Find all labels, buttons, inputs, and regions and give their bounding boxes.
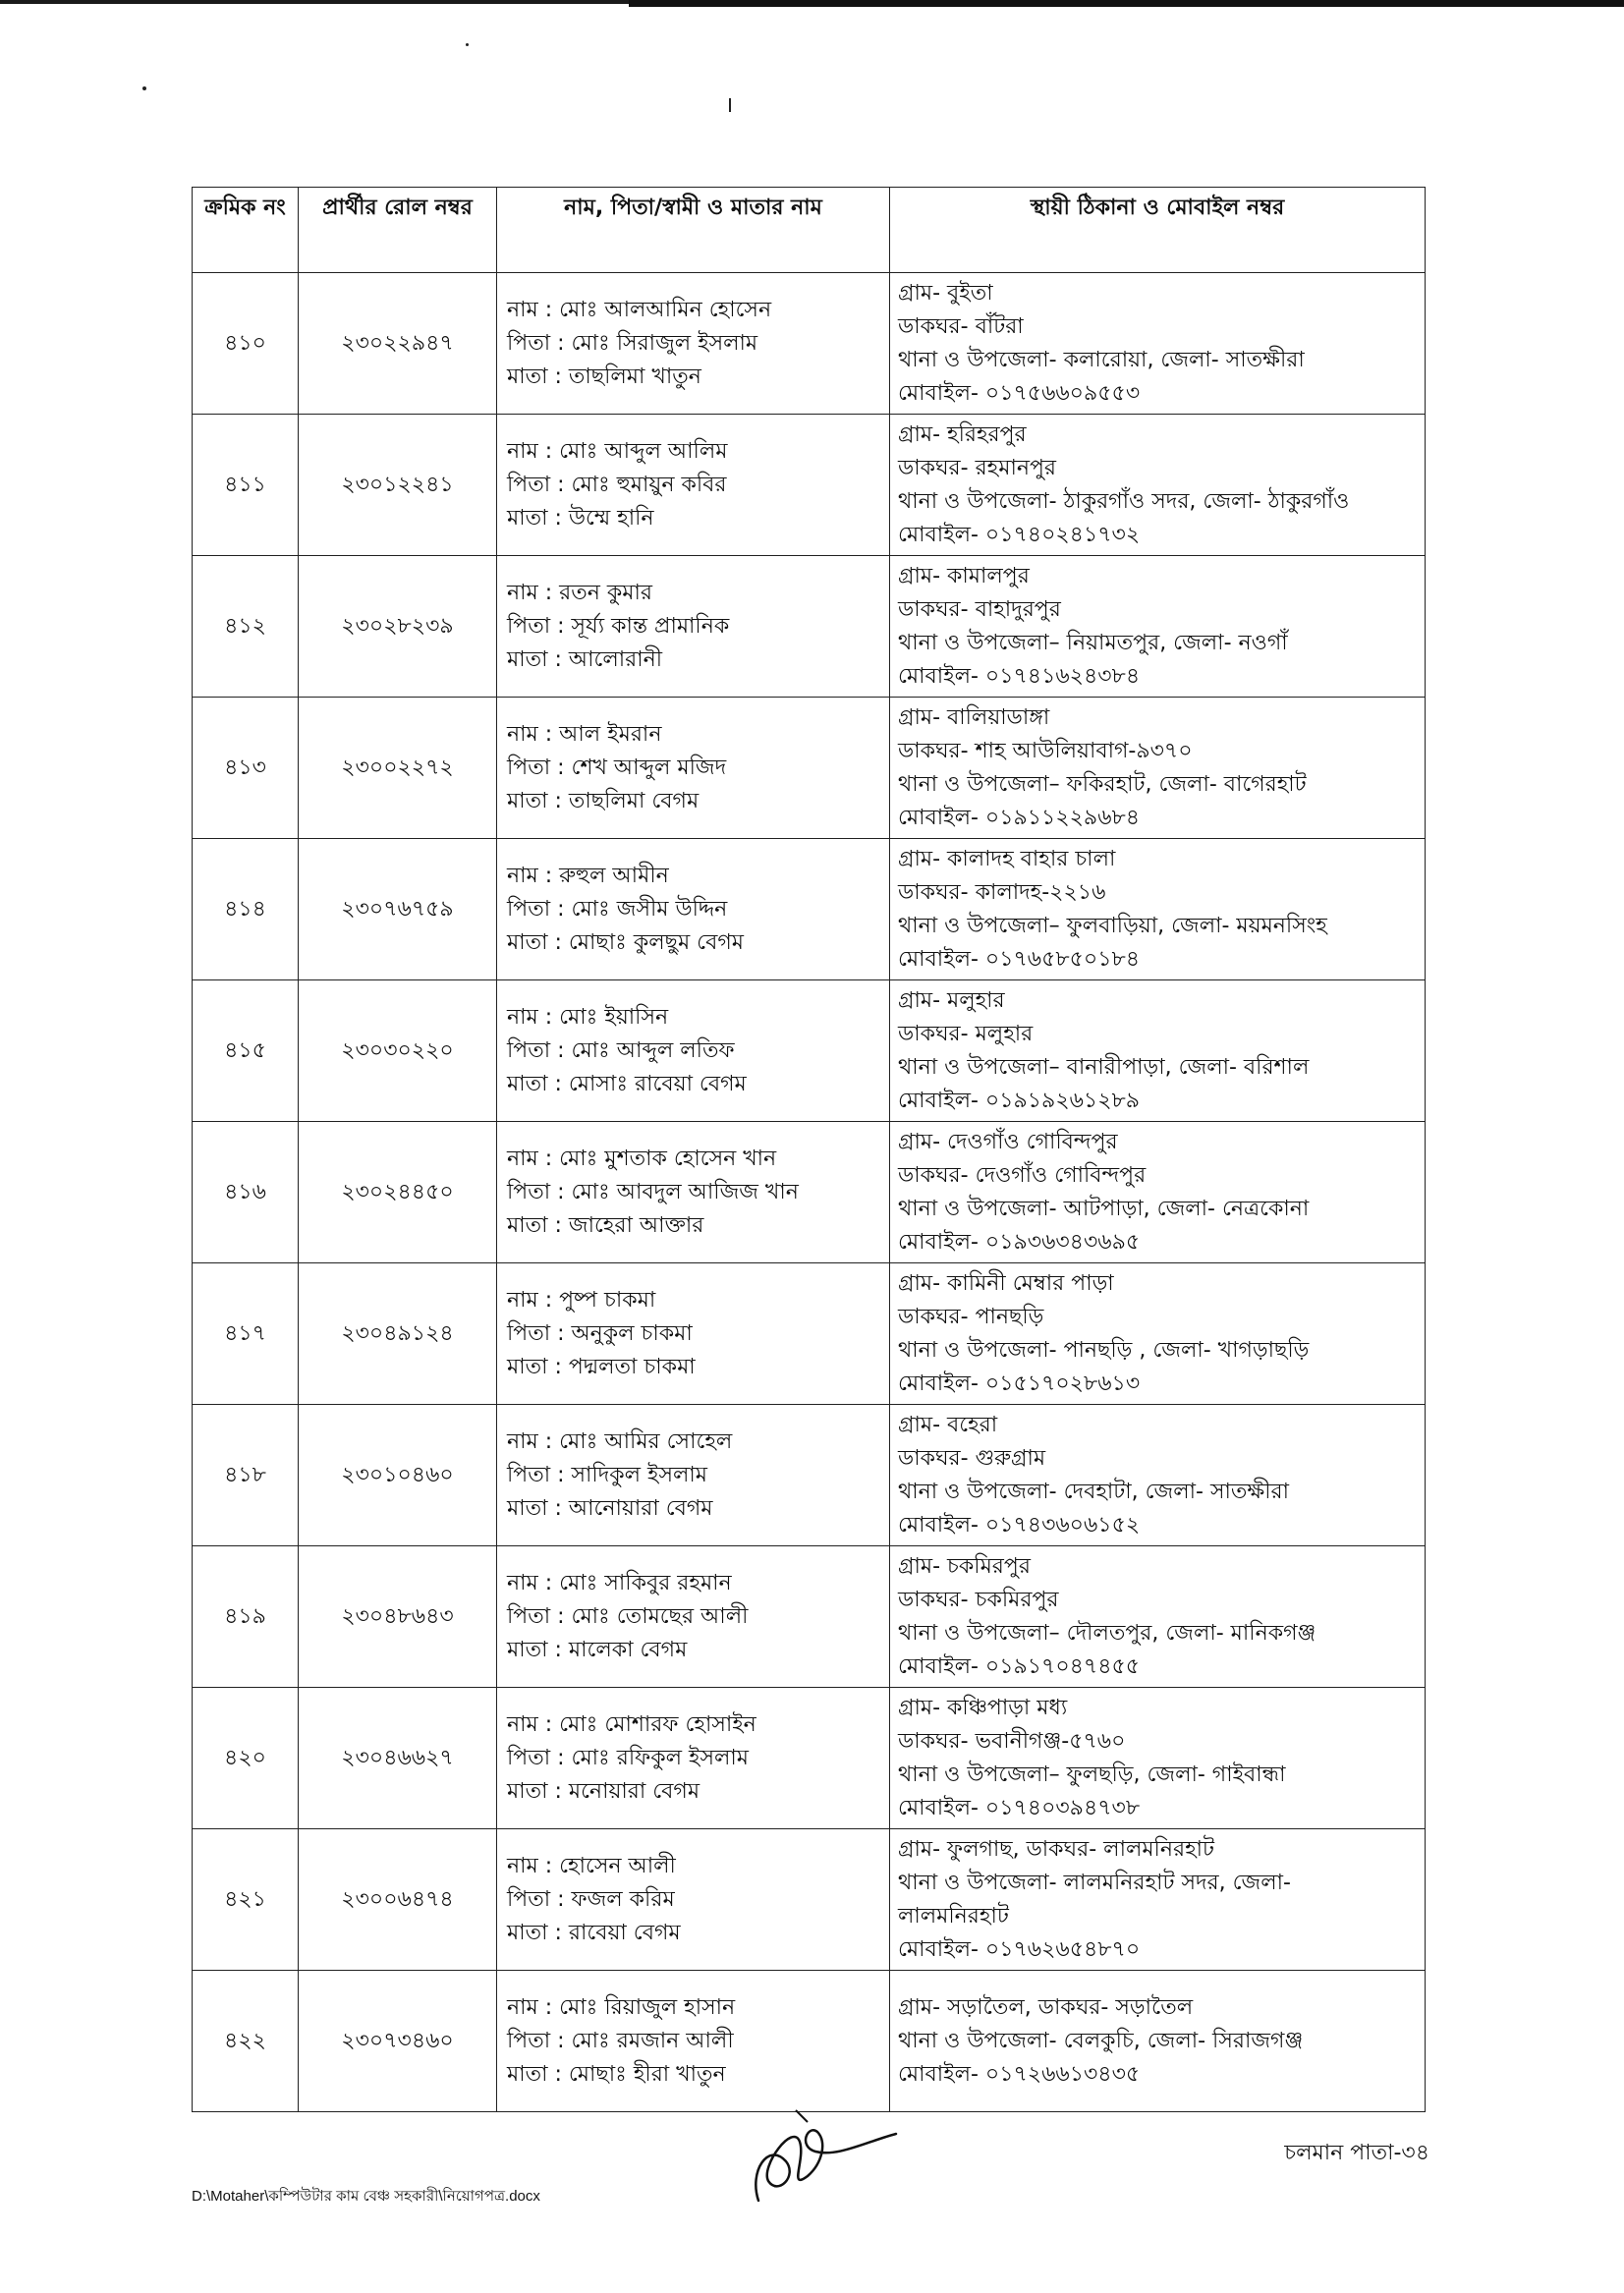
address-line: থানা ও উপজেলা– ফকিরহাট, জেলা- বাগেরহাট bbox=[898, 771, 1307, 797]
address-cell bbox=[890, 415, 1426, 556]
address-line: গ্রাম- বালিয়াডাঙ্গা bbox=[898, 704, 1050, 730]
signature-image bbox=[739, 2102, 906, 2210]
table-row bbox=[193, 980, 1426, 1122]
address-line: মোবাইল- ০১৯১১২২৯৬৮৪ bbox=[898, 805, 1141, 830]
address-cell bbox=[890, 1546, 1426, 1688]
candidate-name: নাম : হোসেন আলী bbox=[507, 1853, 676, 1878]
address-line: ডাকঘর- শাহ আউলিয়াবাগ-৯৩৭০ bbox=[898, 738, 1193, 763]
address-line: থানা ও উপজেলা- দেবহাটা, জেলা- সাতক্ষীরা bbox=[898, 1479, 1289, 1504]
roll-cell: ২৩০২৪৪৫০ bbox=[299, 1122, 497, 1263]
candidate-father: পিতা : মোঃ তোমছের আলী bbox=[507, 1603, 749, 1629]
address-line: গ্রাম- সড়াতৈল, ডাকঘর- সড়াতৈল bbox=[898, 1994, 1194, 2020]
name-cell bbox=[497, 1688, 890, 1829]
roll-cell: ২৩০৭৩৪৬০ bbox=[299, 1971, 497, 2112]
address-line: মোবাইল- ০১৭৪১৬২৪৩৮৪ bbox=[898, 663, 1141, 689]
candidate-mother: মাতা : মালেকা বেগম bbox=[507, 1637, 688, 1662]
roll-cell: ২৩০৭৬৭৫৯ bbox=[299, 839, 497, 980]
candidate-mother: মাতা : মোছাঃ হীরা খাতুন bbox=[507, 2061, 726, 2087]
name-cell bbox=[497, 1829, 890, 1971]
address-line: ডাকঘর- বাহাদুরপুর bbox=[898, 596, 1061, 622]
address-cell bbox=[890, 980, 1426, 1122]
address-cell bbox=[890, 839, 1426, 980]
address-line: থানা ও উপজেলা- আটপাড়া, জেলা- নেত্রকোনা bbox=[898, 1196, 1310, 1221]
serial-cell: ৪১৯ bbox=[193, 1546, 299, 1688]
roll-cell: ২৩০২২৯৪৭ bbox=[299, 273, 497, 415]
table-row bbox=[193, 839, 1426, 980]
serial-cell: ৪২১ bbox=[193, 1829, 299, 1971]
table-body bbox=[193, 273, 1426, 2112]
header-address: স্থায়ী ঠিকানা ও মোবাইল নম্বর bbox=[890, 188, 1426, 273]
address-line: গ্রাম- দেওগাঁও গোবিন্দপুর bbox=[898, 1129, 1118, 1154]
address-cell bbox=[890, 1122, 1426, 1263]
address-line: গ্রাম- হরিহরপুর bbox=[898, 421, 1027, 447]
name-cell bbox=[497, 1122, 890, 1263]
address-line: গ্রাম- বুইতা bbox=[898, 280, 993, 306]
candidate-father: পিতা : ফজল করিম bbox=[507, 1886, 675, 1912]
scan-top-border-thick bbox=[629, 0, 1624, 7]
candidate-father: পিতা : সাদিকুল ইসলাম bbox=[507, 1462, 708, 1487]
candidate-mother: মাতা : আলোরানী bbox=[507, 646, 663, 672]
candidate-table bbox=[192, 187, 1426, 2112]
address-line: গ্রাম- মলুহার bbox=[898, 987, 1005, 1013]
candidate-mother: মাতা : পদ্মলতা চাকমা bbox=[507, 1354, 696, 1379]
candidate-father: পিতা : শেখ আব্দুল মজিদ bbox=[507, 755, 727, 780]
serial-cell: ৪১৬ bbox=[193, 1122, 299, 1263]
name-cell bbox=[497, 1971, 890, 2112]
candidate-father: পিতা : মোঃ আব্দুল লতিফ bbox=[507, 1037, 735, 1063]
table-header-row bbox=[193, 188, 1426, 273]
address-line: মোবাইল- ০১৭৫৬৬০৯৫৫৩ bbox=[898, 380, 1141, 406]
candidate-name: নাম : মোঃ ইয়াসিন bbox=[507, 1004, 669, 1030]
candidate-father: পিতা : মোঃ হুমায়ুন কবির bbox=[507, 472, 727, 497]
address-line: মোবাইল- ০১৭৪০৩৯৪৭৩৮ bbox=[898, 1795, 1141, 1820]
address-line: মোবাইল- ০১৯১৯২৬১২৮৯ bbox=[898, 1088, 1141, 1113]
header-name: নাম, পিতা/স্বামী ও মাতার নাম bbox=[497, 188, 890, 273]
serial-cell: ৪২২ bbox=[193, 1971, 299, 2112]
candidate-mother: মাতা : জাহেরা আক্তার bbox=[507, 1212, 704, 1238]
address-line: থানা ও উপজেলা- ঠাকুরগাঁও সদর, জেলা- ঠাকুরগাঁও bbox=[898, 488, 1350, 514]
address-line: মোবাইল- ০১৭৪৩৬০৬১৫২ bbox=[898, 1512, 1141, 1538]
name-cell bbox=[497, 1405, 890, 1546]
address-cell bbox=[890, 273, 1426, 415]
table-row bbox=[193, 556, 1426, 698]
address-cell bbox=[890, 1405, 1426, 1546]
address-line: থানা ও উপজেলা- লালমনিরহাট সদর, জেলা- bbox=[898, 1870, 1291, 1895]
address-line: গ্রাম- কঞ্চিপাড়া মধ্য bbox=[898, 1695, 1068, 1720]
roll-cell: ২৩০১০৪৬০ bbox=[299, 1405, 497, 1546]
candidate-name: নাম : আল ইমরান bbox=[507, 721, 662, 747]
candidate-father: পিতা : মোঃ আবদুল আজিজ খান bbox=[507, 1179, 799, 1204]
table-row bbox=[193, 1263, 1426, 1405]
address-line: ডাকঘর- পানছড়ি bbox=[898, 1304, 1044, 1329]
candidate-mother: মাতা : রাবেয়া বেগম bbox=[507, 1920, 681, 1945]
address-line: থানা ও উপজেলা- কলারোয়া, জেলা- সাতক্ষীরা bbox=[898, 347, 1305, 372]
roll-cell: ২৩০২৮২৩৯ bbox=[299, 556, 497, 698]
roll-cell: ২৩০১২২৪১ bbox=[299, 415, 497, 556]
candidate-name: নাম : পুষ্প চাকমা bbox=[507, 1287, 656, 1313]
scan-speck bbox=[142, 86, 146, 90]
header-serial: ক্রমিক নং bbox=[193, 188, 299, 273]
address-cell bbox=[890, 1829, 1426, 1971]
name-cell bbox=[497, 698, 890, 839]
address-cell bbox=[890, 556, 1426, 698]
serial-cell: ৪১৪ bbox=[193, 839, 299, 980]
serial-cell: ৪১৫ bbox=[193, 980, 299, 1122]
address-line: থানা ও উপজেলা– ফুলছড়ি, জেলা- গাইবান্ধা bbox=[898, 1762, 1286, 1787]
candidate-name: নাম : মোঃ আমির সোহেল bbox=[507, 1428, 733, 1454]
table-row bbox=[193, 1122, 1426, 1263]
address-line: গ্রাম- কামিনী মেম্বার পাড়া bbox=[898, 1270, 1114, 1296]
address-line: গ্রাম- বহেরা bbox=[898, 1412, 998, 1437]
file-path: D:\Motaher\কম্পিউটার কাম বেঞ্চ সহকারী\নিয়োগপত্র.docx bbox=[192, 2188, 540, 2205]
candidate-mother: মাতা : তাছলিমা বেগম bbox=[507, 788, 700, 813]
scan-mark bbox=[729, 98, 731, 112]
roll-cell: ২৩০৪৮৬৪৩ bbox=[299, 1546, 497, 1688]
page-continuation-label: চলমান পাতা-৩৪ bbox=[1284, 2141, 1429, 2165]
candidate-mother: মাতা : মনোয়ারা বেগম bbox=[507, 1778, 700, 1804]
address-line: মোবাইল- ০১৭২৬৬১৩৪৩৫ bbox=[898, 2061, 1141, 2087]
address-line: গ্রাম- ফুলগাছ, ডাকঘর- লালমনিরহাট bbox=[898, 1836, 1215, 1862]
candidate-mother: মাতা : মোসাঃ রাবেয়া বেগম bbox=[507, 1071, 747, 1096]
candidate-name: নাম : মোঃ আলআমিন হোসেন bbox=[507, 297, 772, 322]
address-line: থানা ও উপজেলা– নিয়ামতপুর, জেলা- নওগাঁ bbox=[898, 630, 1288, 655]
address-line: ডাকঘর- চকমিরপুর bbox=[898, 1587, 1059, 1612]
serial-cell: ৪১৮ bbox=[193, 1405, 299, 1546]
serial-cell: ৪১২ bbox=[193, 556, 299, 698]
name-cell bbox=[497, 415, 890, 556]
candidate-name: নাম : মোঃ রিয়াজুল হাসান bbox=[507, 1994, 736, 2020]
candidate-mother: মাতা : মোছাঃ কুলছুম বেগম bbox=[507, 929, 744, 955]
address-line: গ্রাম- চকমিরপুর bbox=[898, 1553, 1031, 1579]
address-line: ডাকঘর- ভবানীগঞ্জ-৫৭৬০ bbox=[898, 1728, 1126, 1754]
address-line: মোবাইল- ০১৭৪০২৪১৭৩২ bbox=[898, 522, 1141, 547]
roll-cell: ২৩০৪৬৬২৭ bbox=[299, 1688, 497, 1829]
address-cell bbox=[890, 698, 1426, 839]
address-cell bbox=[890, 1688, 1426, 1829]
name-cell bbox=[497, 1546, 890, 1688]
address-line: মোবাইল- ০১৭৬২৬৫৪৮৭০ bbox=[898, 1936, 1141, 1962]
candidate-name: নাম : মোঃ আব্দুল আলিম bbox=[507, 438, 728, 464]
address-line: ডাকঘর- বাঁটরা bbox=[898, 313, 1024, 339]
table-row bbox=[193, 1688, 1426, 1829]
name-cell bbox=[497, 1263, 890, 1405]
address-line: গ্রাম- কামালপুর bbox=[898, 563, 1030, 588]
serial-cell: ৪২০ bbox=[193, 1688, 299, 1829]
table-row bbox=[193, 273, 1426, 415]
address-line: মোবাইল- ০১৯১৭০৪৭৪৫৫ bbox=[898, 1653, 1141, 1679]
candidate-father: পিতা : মোঃ রমজান আলী bbox=[507, 2028, 734, 2053]
roll-cell: ২৩০০৬৪৭৪ bbox=[299, 1829, 497, 1971]
serial-cell: ৪১১ bbox=[193, 415, 299, 556]
candidate-name: নাম : মোঃ মুশতাক হোসেন খান bbox=[507, 1146, 777, 1171]
table-row bbox=[193, 415, 1426, 556]
candidate-name: নাম : রতন কুমার bbox=[507, 580, 652, 605]
address-line: ডাকঘর- কালাদহ-২২১৬ bbox=[898, 879, 1106, 905]
candidate-father: পিতা : মোঃ রফিকুল ইসলাম bbox=[507, 1745, 749, 1770]
roll-cell: ২৩০০২২৭২ bbox=[299, 698, 497, 839]
address-line: মোবাইল- ০১৫১৭০২৮৬১৩ bbox=[898, 1370, 1141, 1396]
table-row bbox=[193, 698, 1426, 839]
table-row bbox=[193, 1971, 1426, 2112]
candidate-name: নাম : রুহুল আমীন bbox=[507, 863, 669, 888]
roll-cell: ২৩০৩০২২০ bbox=[299, 980, 497, 1122]
candidate-mother: মাতা : উম্মে হানি bbox=[507, 505, 654, 531]
candidate-name: নাম : মোঃ মোশারফ হোসাইন bbox=[507, 1711, 756, 1737]
name-cell bbox=[497, 556, 890, 698]
address-line: থানা ও উপজেলা– বানারীপাড়া, জেলা- বরিশাল bbox=[898, 1054, 1310, 1080]
address-line: ডাকঘর- মলুহার bbox=[898, 1021, 1034, 1046]
table-row bbox=[193, 1405, 1426, 1546]
address-line: মোবাইল- ০১৭৬৫৮৫০১৮৪ bbox=[898, 946, 1141, 972]
serial-cell: ৪১০ bbox=[193, 273, 299, 415]
address-line: ডাকঘর- দেওগাঁও গোবিন্দপুর bbox=[898, 1162, 1147, 1188]
table-row bbox=[193, 1546, 1426, 1688]
scan-speck bbox=[466, 43, 469, 46]
candidate-father: পিতা : মোঃ জসীম উদ্দিন bbox=[507, 896, 728, 922]
candidate-mother: মাতা : তাছলিমা খাতুন bbox=[507, 364, 701, 389]
name-cell bbox=[497, 273, 890, 415]
table-row bbox=[193, 1829, 1426, 1971]
address-line: ডাকঘর- রহমানপুর bbox=[898, 455, 1057, 480]
address-line: ডাকঘর- গুরুগ্রাম bbox=[898, 1445, 1046, 1471]
address-line: মোবাইল- ০১৯৩৬৩৪৩৬৯৫ bbox=[898, 1229, 1141, 1255]
address-line: থানা ও উপজেলা- বেলকুচি, জেলা- সিরাজগঞ্জ bbox=[898, 2028, 1304, 2053]
serial-cell: ৪১৩ bbox=[193, 698, 299, 839]
address-line: থানা ও উপজেলা– ফুলবাড়িয়া, জেলা- ময়মনসিংহ bbox=[898, 913, 1327, 938]
address-cell bbox=[890, 1263, 1426, 1405]
address-line: গ্রাম- কালাদহ বাহার চালা bbox=[898, 846, 1116, 871]
candidate-father: পিতা : অনুকুল চাকমা bbox=[507, 1320, 693, 1346]
header-roll: প্রার্থীর রোল নম্বর bbox=[299, 188, 497, 273]
name-cell bbox=[497, 980, 890, 1122]
candidate-mother: মাতা : আনোয়ারা বেগম bbox=[507, 1495, 713, 1521]
candidate-father: পিতা : সূর্য্য কান্ত প্রামানিক bbox=[507, 613, 730, 639]
address-cell bbox=[890, 1971, 1426, 2112]
candidate-name: নাম : মোঃ সাকিবুর রহমান bbox=[507, 1570, 732, 1595]
roll-cell: ২৩০৪৯১২৪ bbox=[299, 1263, 497, 1405]
address-line: লালমনিরহাট bbox=[898, 1903, 1009, 1929]
address-line: থানা ও উপজেলা- পানছড়ি , জেলা- খাগড়াছড়ি bbox=[898, 1337, 1310, 1363]
name-cell bbox=[497, 839, 890, 980]
address-line: থানা ও উপজেলা– দৌলতপুর, জেলা- মানিকগঞ্জ bbox=[898, 1620, 1316, 1646]
candidate-father: পিতা : মোঃ সিরাজুল ইসলাম bbox=[507, 330, 758, 356]
serial-cell: ৪১৭ bbox=[193, 1263, 299, 1405]
